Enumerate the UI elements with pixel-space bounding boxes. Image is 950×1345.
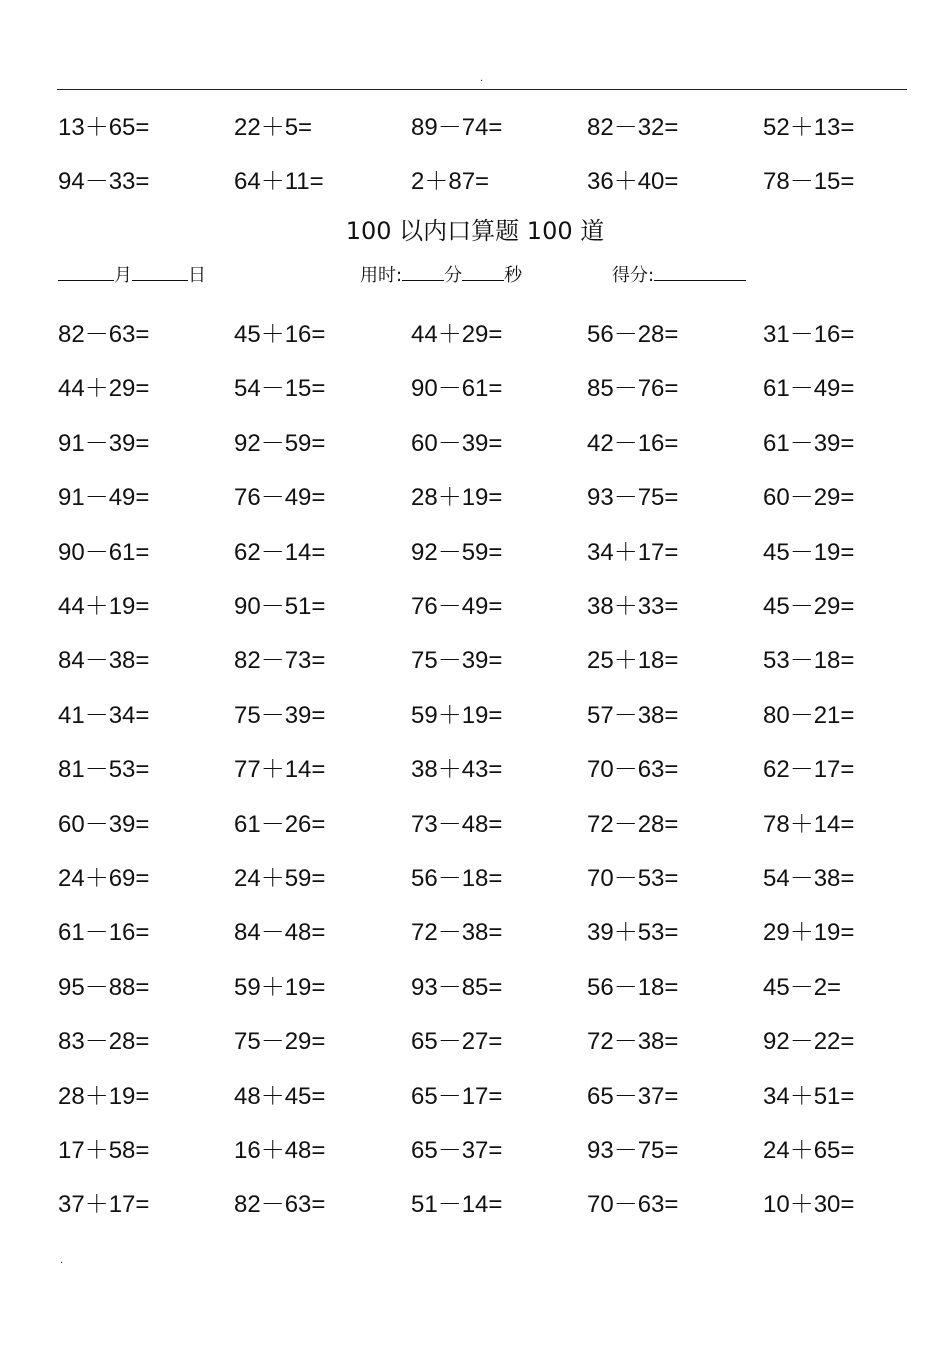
header-rule [57,89,907,90]
arithmetic-problem: 38＋33= [587,593,679,620]
arithmetic-problem: 44＋29= [58,375,150,403]
arithmetic-problem: 10＋30= [763,1191,855,1219]
arithmetic-problem: 51－14= [411,1191,503,1219]
seconds-label: 秒 [504,265,523,286]
month-label: 月 [114,265,132,286]
problem-row [58,108,950,148]
arithmetic-problem: 60－39= [58,810,150,838]
footer-dot: . [60,1255,64,1266]
problem-row [58,805,950,845]
arithmetic-problem: 93－85= [411,973,503,1001]
problem-row [58,750,950,790]
arithmetic-problem: 60－29= [763,484,855,512]
arithmetic-problem: 90－51= [234,593,326,620]
problem-row [58,859,950,899]
arithmetic-problem: 56－28= [587,321,679,348]
problem-row [58,369,950,409]
arithmetic-problem: 76－49= [411,593,503,620]
arithmetic-problem: 72－38= [411,919,503,947]
arithmetic-problem: 36＋40= [587,168,679,195]
arithmetic-problem: 77＋14= [234,756,326,784]
problem-row [58,913,950,953]
problem-row [58,424,950,464]
arithmetic-problem: 62－14= [234,538,326,566]
arithmetic-problem: 90－61= [411,375,503,403]
arithmetic-problem: 82－63= [234,1191,326,1219]
arithmetic-problem: 91－39= [58,429,150,457]
arithmetic-problem: 60－39= [411,429,503,457]
time-label: 用时: [360,265,403,286]
problem-row [58,696,950,736]
header-dot: . [480,73,484,84]
arithmetic-problem: 80－21= [763,701,855,729]
arithmetic-problem: 92－22= [763,1028,855,1056]
arithmetic-problem: 65－17= [411,1082,503,1110]
arithmetic-problem: 90－61= [58,538,150,566]
arithmetic-problem: 52＋13= [763,114,855,141]
arithmetic-problem: 45－29= [763,593,855,620]
arithmetic-problem: 54－15= [234,375,326,403]
arithmetic-problem: 82－63= [58,321,150,348]
problem-row [58,1131,950,1171]
arithmetic-problem: 25＋18= [587,647,679,675]
arithmetic-problem: 34＋17= [587,538,679,566]
score-label: 得分: [612,265,655,286]
day-label: 日 [188,265,206,286]
arithmetic-problem: 31－16= [763,321,855,348]
arithmetic-problem: 61－26= [234,810,326,838]
arithmetic-problem: 59＋19= [234,973,326,1001]
arithmetic-problem: 28＋19= [58,1082,150,1110]
problem-row [58,162,950,202]
arithmetic-problem: 65－37= [411,1137,503,1164]
arithmetic-problem: 82－32= [587,114,679,141]
arithmetic-problem: 61－49= [763,375,855,403]
problem-row [58,1077,950,1117]
arithmetic-problem: 53－18= [763,647,855,675]
seconds-blank [462,262,504,281]
arithmetic-problem: 24＋59= [234,865,326,892]
arithmetic-problem: 56－18= [411,865,503,892]
arithmetic-problem: 70－63= [587,756,679,784]
arithmetic-problem: 85－76= [587,375,679,403]
arithmetic-problem: 41－34= [58,701,150,729]
month-blank [58,262,114,281]
arithmetic-problem: 84－48= [234,919,326,947]
arithmetic-problem: 34＋51= [763,1082,855,1110]
arithmetic-problem: 73－48= [411,810,503,838]
arithmetic-problem: 65－37= [587,1082,679,1110]
arithmetic-problem: 59＋19= [411,701,503,729]
arithmetic-problem: 82－73= [234,647,326,675]
problem-row [58,533,950,573]
arithmetic-problem: 29＋19= [763,919,855,947]
arithmetic-problem: 65－27= [411,1028,503,1056]
arithmetic-problem: 75－39= [234,701,326,729]
arithmetic-problem: 13＋65= [58,114,150,141]
arithmetic-problem: 78＋14= [763,810,855,838]
time-field [360,262,522,288]
arithmetic-problem: 89－74= [411,114,503,141]
problem-row [58,641,950,681]
arithmetic-problem: 62－17= [763,756,855,784]
problem-row [58,315,950,355]
arithmetic-problem: 44＋19= [58,593,150,620]
arithmetic-problem: 72－38= [587,1028,679,1056]
arithmetic-problem: 44＋29= [411,321,503,348]
arithmetic-problem: 83－28= [58,1028,150,1056]
score-field [612,262,746,288]
arithmetic-problem: 38＋43= [411,756,503,784]
arithmetic-problem: 39＋53= [587,919,679,947]
arithmetic-problem: 37＋17= [58,1191,150,1219]
arithmetic-problem: 61－39= [763,429,855,457]
problem-row [58,968,950,1008]
arithmetic-problem: 45－19= [763,538,855,566]
arithmetic-problem: 93－75= [587,484,679,512]
arithmetic-problem: 76－49= [234,484,326,512]
arithmetic-problem: 24＋65= [763,1137,855,1164]
arithmetic-problem: 16＋48= [234,1137,326,1164]
arithmetic-problem: 2＋87= [411,168,490,195]
problem-row [58,1185,950,1225]
arithmetic-problem: 57－38= [587,701,679,729]
arithmetic-problem: 42－16= [587,429,679,457]
arithmetic-problem: 54－38= [763,865,855,892]
arithmetic-problem: 64＋11= [234,168,324,195]
minutes-blank [402,262,444,281]
arithmetic-problem: 92－59= [234,429,326,457]
arithmetic-problem: 94－33= [58,168,150,195]
arithmetic-problem: 61－16= [58,919,150,947]
arithmetic-problem: 91－49= [58,484,150,512]
date-field [58,262,206,288]
arithmetic-problem: 24＋69= [58,865,150,892]
day-blank [132,262,188,281]
arithmetic-problem: 22＋5= [234,114,313,141]
arithmetic-problem: 28＋19= [411,484,503,512]
arithmetic-problem: 95－88= [58,973,150,1001]
minutes-label: 分 [444,265,463,286]
arithmetic-problem: 75－29= [234,1028,326,1056]
page-title: 100 以内口算题 100 道 [345,217,605,245]
arithmetic-problem: 48＋45= [234,1082,326,1110]
arithmetic-problem: 70－53= [587,865,679,892]
score-blank [654,262,746,281]
arithmetic-problem: 81－53= [58,756,150,784]
problem-row [58,587,950,627]
problem-row [58,478,950,518]
arithmetic-problem: 70－63= [587,1191,679,1219]
arithmetic-problem: 17＋58= [58,1137,150,1164]
problem-row [58,1022,950,1062]
arithmetic-problem: 84－38= [58,647,150,675]
arithmetic-problem: 72－28= [587,810,679,838]
arithmetic-problem: 93－75= [587,1137,679,1164]
arithmetic-problem: 45－2= [763,973,842,1001]
arithmetic-problem: 45＋16= [234,321,326,348]
arithmetic-problem: 75－39= [411,647,503,675]
arithmetic-problem: 78－15= [763,168,855,195]
arithmetic-problem: 56－18= [587,973,679,1001]
arithmetic-problem: 92－59= [411,538,503,566]
